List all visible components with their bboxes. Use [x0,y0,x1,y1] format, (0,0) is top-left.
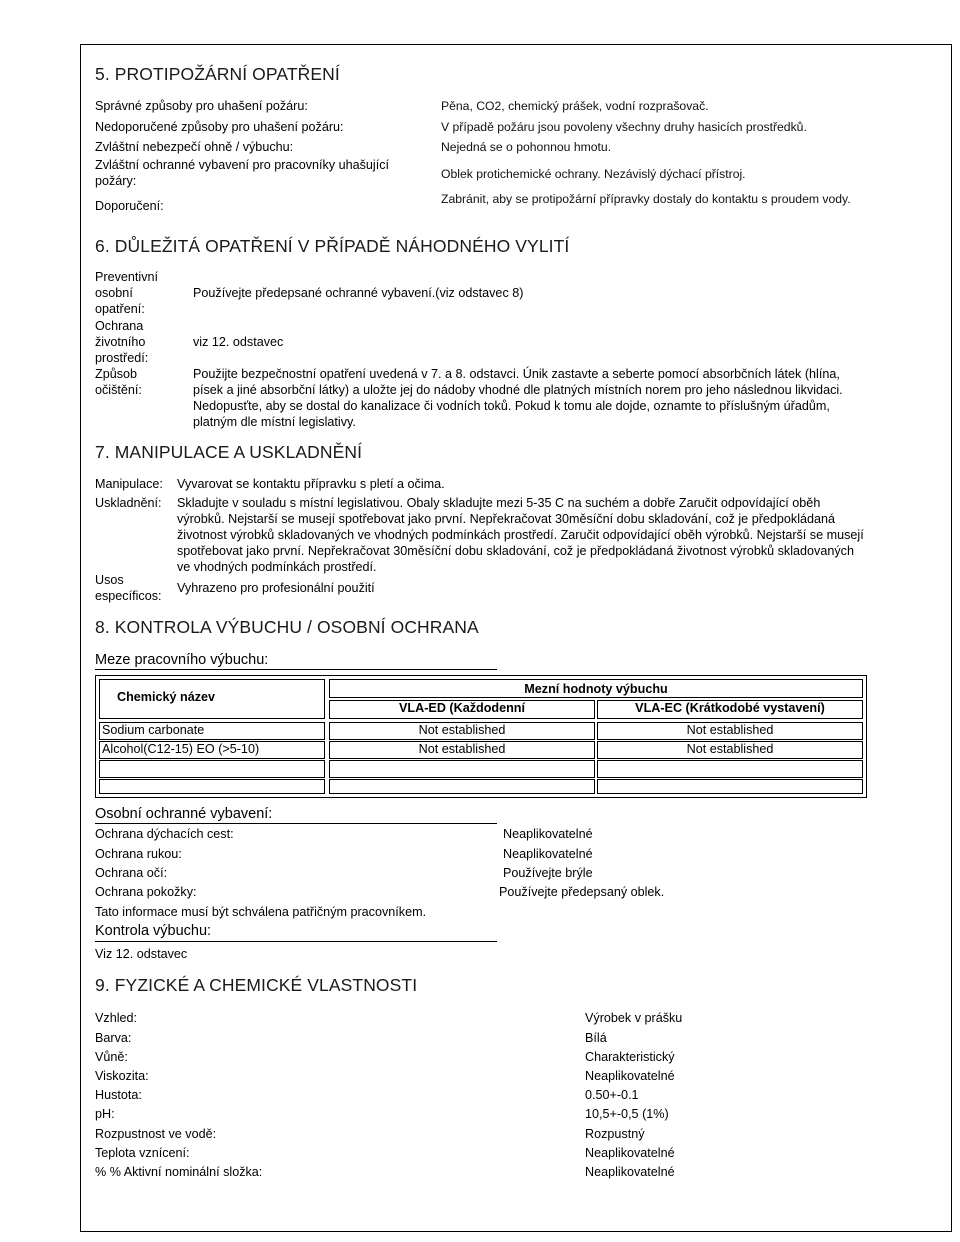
table-col-a: VLA-ED (Každodenní [399,701,525,715]
ppe-heading-rule [95,823,497,824]
table-col-b: VLA-EC (Krátkodobé vystavení) [635,701,825,715]
limits-heading-rule [95,669,497,670]
s5-value-2: V případě požáru jsou povoleny všechny druhy hasicích prostředků. [441,120,807,134]
s9-value-1: Výrobek v prášku [585,1011,683,1025]
s9-value-7: Rozpustný [585,1127,645,1141]
section-6-title: 6. DŮLEŽITÁ OPATŘENÍ V PŘÍPADĚ NÁHODNÉHO VYLITÍ [95,236,570,256]
table-row-1-b: Not established [686,723,774,737]
ppe-value-4: Používejte předepsaný oblek. [499,885,665,899]
s5-label-2: Nedoporučené způsoby pro uhašení požáru: [95,120,344,134]
ppe-label-4: Ochrana pokožky: [95,885,197,899]
table-cell-border [99,760,325,778]
table-row-2-b: Not established [686,742,774,756]
s9-label-7: Rozpustnost ve vodě: [95,1127,217,1141]
s7-label-1: Manipulace: [95,477,163,491]
s5-value-5: Zabránit, aby se protipožární přípravky dostaly do kontaktu s proudem vody. [441,192,851,206]
table-row-1-name: Sodium carbonate [102,723,205,737]
ppe-label-3: Ochrana očí: [95,866,168,880]
page-border [80,44,952,1232]
s9-label-2: Barva: [95,1031,132,1045]
section-5-title: 5. PROTIPOŽÁRNÍ OPATŘENÍ [95,64,340,84]
table-cell-border [99,779,325,794]
s5-value-3: Nejedná se o pohonnou hmotu. [441,140,612,154]
approval-note: Tato informace musí být schválena patřičným pracovníkem. [95,905,427,919]
s6-value-1: Používejte předepsané ochranné vybavení.(viz odstavec 8) [193,286,524,300]
table-col-name: Chemický název [117,690,216,704]
s9-label-8: Teplota vznícení: [95,1146,190,1160]
s6-label-2: Ochrana životního prostředí: [95,319,149,365]
table-row-2-name: Alcohol(C12-15) EO (>5-10) [102,742,260,756]
s7-label-3: Usos específicos: [95,573,162,603]
s6-label-3: Způsob očištění: [95,367,142,397]
s7-label-2: Uskladnění: [95,496,162,510]
s9-label-3: Vůně: [95,1050,128,1064]
s5-value-4: Oblek protichemické ochrany. Nezávislý dýchací přístroj. [441,167,746,181]
s9-label-5: Hustota: [95,1088,142,1102]
limits-heading: Meze pracovního výbuchu: [95,652,269,668]
s5-value-1: Pěna, CO2, chemický prášek, vodní rozprašovač. [441,99,709,113]
ppe-label-1: Ochrana dýchacích cest: [95,827,234,841]
section-9-title: 9. FYZICKÉ A CHEMICKÉ VLASTNOSTI [95,975,418,995]
s9-value-4: Neaplikovatelné [585,1069,675,1083]
control-heading-rule [95,941,497,942]
s5-label-1: Správné způsoby pro uhašení požáru: [95,99,308,113]
s9-value-2: Bílá [585,1031,607,1045]
s7-value-3: Vyhrazeno pro profesionální použití [177,581,375,595]
table-cell-border [329,760,595,778]
s9-label-1: Vzhled: [95,1011,138,1025]
ppe-value-1: Neaplikovatelné [503,827,593,841]
s5-label-3: Zvláštní nebezpečí ohně / výbuchu: [95,140,294,154]
s9-label-6: pH: [95,1107,115,1121]
section-7-title: 7. MANIPULACE A USKLADNĚNÍ [95,442,363,462]
s5-label-4: Zvláštní ochranné vybavení pro pracovníky uhašující požáry: [95,158,390,188]
ppe-heading: Osobní ochranné vybavení: [95,806,273,822]
ppe-value-3: Používejte brýle [503,866,593,880]
s9-value-6: 10,5+-0,5 (1%) [585,1107,669,1121]
s9-value-9: Neaplikovatelné [585,1165,675,1179]
s9-label-4: Viskozita: [95,1069,149,1083]
s9-value-8: Neaplikovatelné [585,1146,675,1160]
table-cell-border [597,779,863,794]
s9-value-5: 0.50+-0.1 [585,1088,639,1102]
table-group-label: Mezní hodnoty výbuchu [524,682,668,696]
s7-value-2: Skladujte v souladu s místní legislativou. Obaly skladujte mezi 5-35 C na suchém a dobře Zaručit odpovídající oběh výrobků. Nejstarší se musejí spotřebovat jako první. Nepřekračovat 30měsíční dobu skladování, což je předpokládaná životnost výrobků skladovaných ve vhodných podmínkách prostředí. Zaručit odpovídající oběh výrobků. Nejstarší se musejí spotřebovat jako první. Nepřekračovat 30měsíční dobu skladování, což je předpokládaná životnost výrobků skladovaných ve vhodných podmínkách prostředí. [177,496,864,574]
ppe-value-2: Neaplikovatelné [503,847,593,861]
s6-value-2: viz 12. odstavec [193,335,284,349]
table-row-1-a: Not established [418,723,506,737]
s5-label-5: Doporučení: [95,199,164,213]
section-8-title: 8. KONTROLA VÝBUCHU / OSOBNÍ OCHRANA [95,617,479,637]
control-text: Viz 12. odstavec [95,947,188,961]
table-cell-border [329,779,595,794]
s6-label-1: Preventivní osobní opatření: [95,270,158,316]
table-cell-border [597,760,863,778]
s9-value-3: Charakteristický [585,1050,675,1064]
s9-label-9: % % Aktivní nominální složka: [95,1165,263,1179]
control-heading: Kontrola výbuchu: [95,923,212,939]
s6-value-3: Použijte bezpečnostní opatření uvedená v 7. a 8. odstavci. Únik zastavte a seberte pomocí absorbčních látek (hlína, písek a jiné absorbční látky) a uložte jej do nádoby vhodné dle platných místních norem pro jeho následnou likvidaci. Nedopusťte, aby se dostal do kanalizace či vodních toků. Pokud k tomu ale dojde, oznamte to příslušným úřadům, platným dle místní legislativy. [193,367,843,429]
ppe-label-2: Ochrana rukou: [95,847,182,861]
s7-value-1: Vyvarovat se kontaktu přípravku s pletí a očima. [177,477,445,491]
table-row-2-a: Not established [418,742,506,756]
